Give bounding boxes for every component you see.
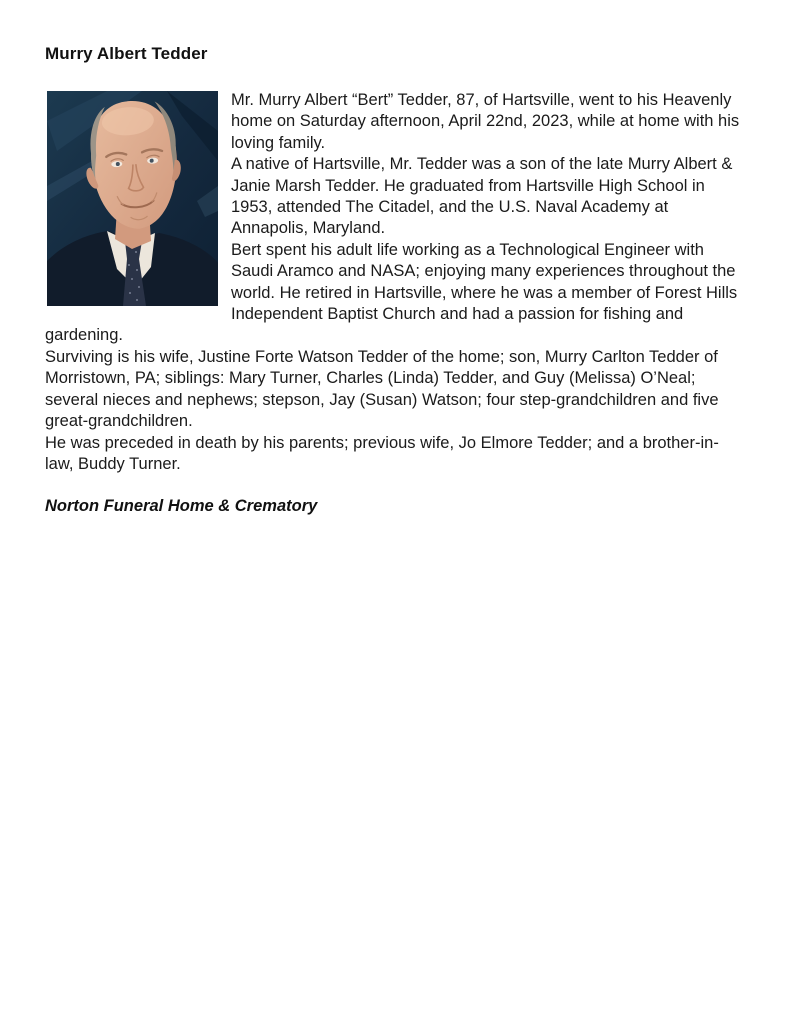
obituary-paragraph-career: Bert spent his adult life working as a Technological Engineer with Saudi Aramco and NASA; enjoying many experiences throughout the world. He retired in Hartsville, where he was a member of Forest Hills Independent Baptist Church and had a passion for fishing and gardening. bbox=[45, 240, 738, 345]
portrait-of-deceased-image bbox=[47, 91, 218, 306]
page-title: Murry Albert Tedder bbox=[45, 44, 208, 63]
obituary-paragraph-predeceased: He was preceded in death by his parents; previous wife, Jo Elmore Tedder; and a brother-in-law, Buddy Turner. bbox=[45, 433, 719, 473]
obituary-paragraph-early-life: A native of Hartsville, Mr. Tedder was a son of the late Murry Albert & Janie Marsh Tedder. He graduated from Hartsville High School in 1953, attended The Citadel, and the U.S. Naval Academy at Annapolis, Maryland. bbox=[231, 155, 733, 238]
portrait-photo bbox=[47, 91, 218, 306]
funeral-home-credit: Norton Funeral Home & Crematory bbox=[45, 497, 318, 516]
obituary-paragraph-survivors: Surviving is his wife, Justine Forte Watson Tedder of the home; son, Murry Carlton Tedder of Morristown, PA; siblings: Mary Turner, Charles (Linda) Tedder, and Guy (Melissa) O’Neal; several nieces and nephews; stepson, Jay (Susan) Watson; four step-grandchildren and five great-grandchildren. bbox=[45, 347, 719, 431]
obituary-paragraph-death-notice: Mr. Murry Albert “Bert” Tedder, 87, of Hartsville, went to his Heavenly home on Saturday afternoon, April 22nd, 2023, while at home with his loving family. bbox=[231, 91, 740, 152]
obituary-body bbox=[45, 90, 746, 475]
